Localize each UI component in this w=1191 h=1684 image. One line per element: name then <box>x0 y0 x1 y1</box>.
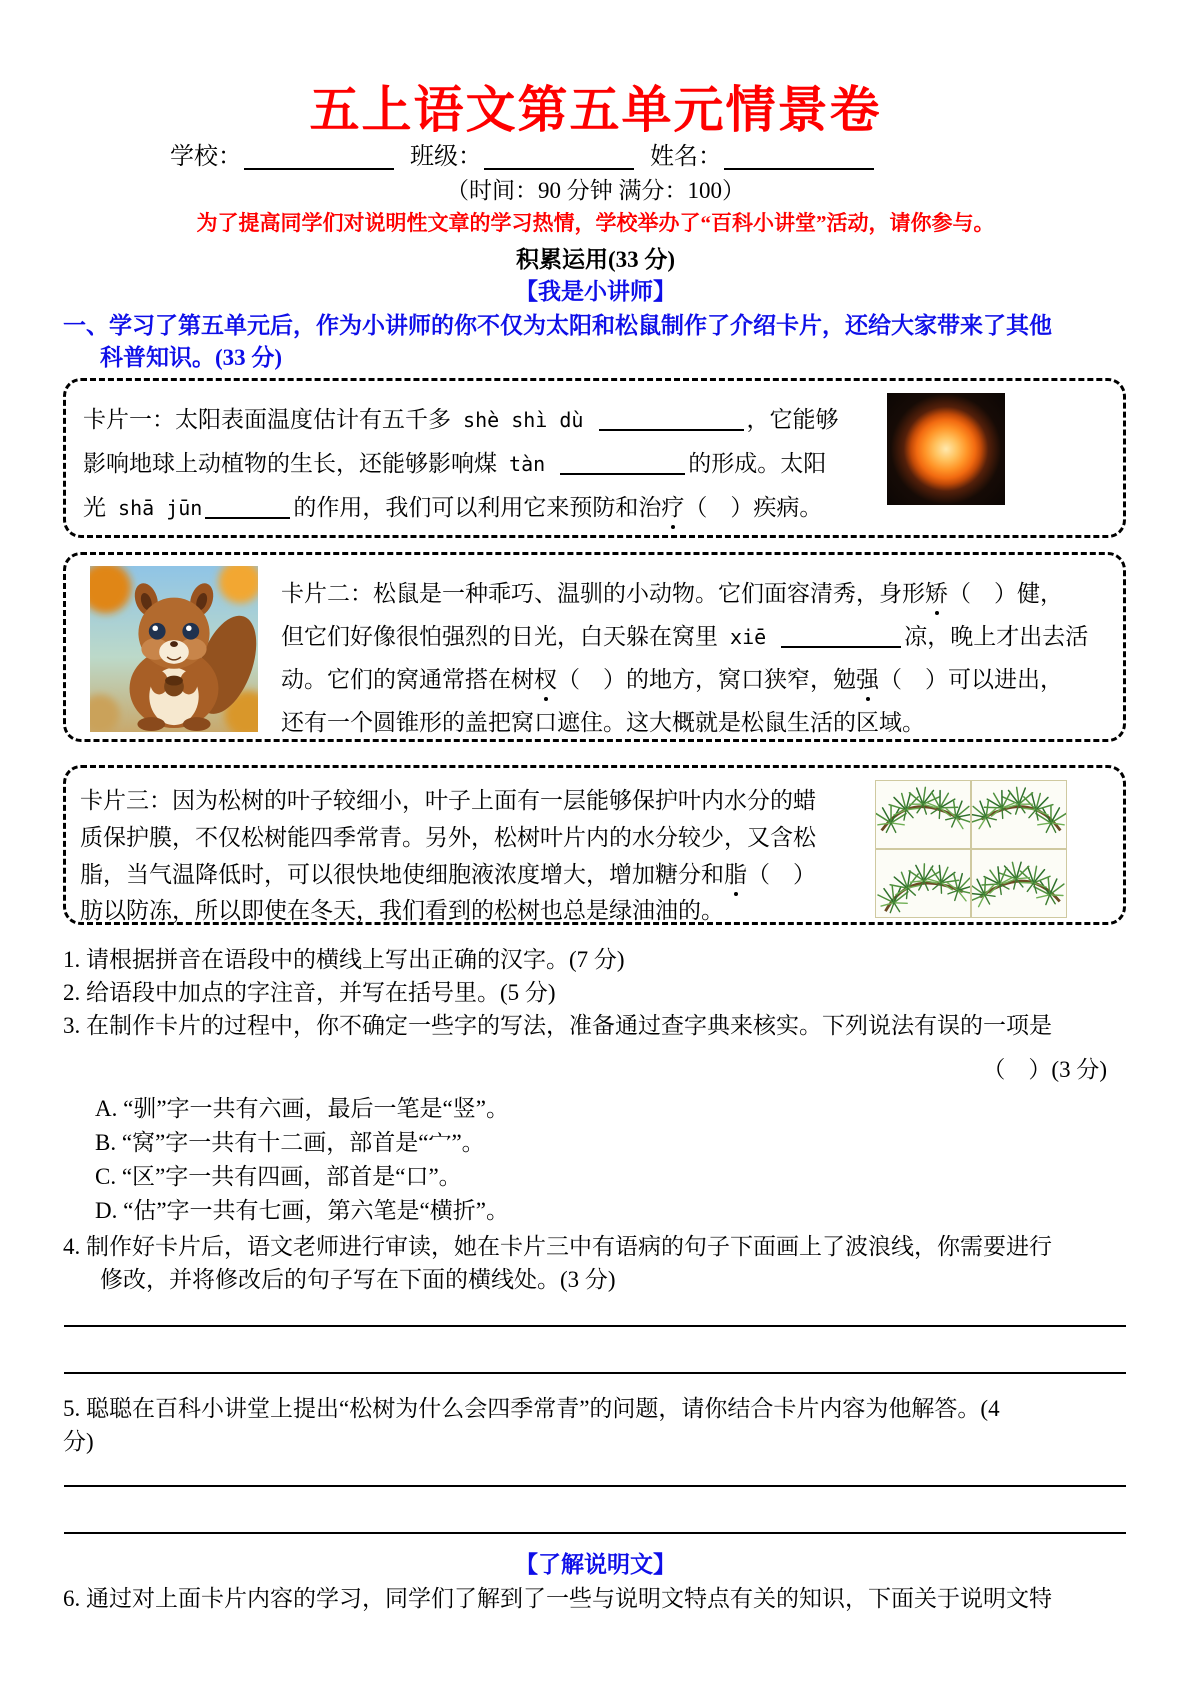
pine-photo-3 <box>876 850 970 917</box>
card2-line-1: 卡片二：松鼠是一种乖巧、温驯的小动物。它们面容清秀，身形矫（ ）健， <box>281 575 1063 608</box>
option-d[interactable]: D. “估”字一共有七画，第六笔是“横折”。 <box>95 1198 509 1223</box>
fill-in-blank[interactable] <box>205 494 290 519</box>
option-b[interactable]: B. “窝”字一共有十二画，部首是“宀”。 <box>95 1130 485 1155</box>
class-input-blank[interactable] <box>484 144 634 170</box>
question-2: 2. 给语段中加点的字注音，并写在括号里。(5 分) <box>63 980 556 1005</box>
question-5-line1: 5. 聪聪在百科小讲堂上提出“松树为什么会四季常青”的问题，请你结合卡片内容为他解答。(4 <box>63 1396 1000 1421</box>
card2-line-2: 但它们好像很怕强烈的日光，白天躲在窝里 xiē 凉，晚上才出去活 <box>281 624 1089 649</box>
pine-photo-2 <box>972 781 1066 848</box>
card1-line-2: 影响地球上动植物的生长，还能够影响煤 tàn 的形成。太阳 <box>83 451 827 476</box>
fill-in-blank[interactable] <box>560 450 685 475</box>
scenario-notice: 为了提高同学们对说明性文章的学习热情，学校举办了“百科小讲堂”活动，请你参与。 <box>196 211 995 235</box>
pine-photo-4 <box>972 850 1066 917</box>
school-label: 学校： <box>170 144 242 170</box>
student-info-line <box>170 136 884 171</box>
name-label: 姓名： <box>650 144 722 170</box>
card2-line-4: 还有一个圆锥形的盖把窝口遮住。这大概就是松鼠生活的区域。 <box>281 710 925 735</box>
banner-know-expository: 【了解说明文】 <box>515 1552 676 1577</box>
question-4-line1: 4. 制作好卡片后，语文老师进行审读，她在卡片三中有语病的句子下面画上了波浪线，你需要进行 <box>63 1234 1052 1259</box>
pinyin-hint: xiē <box>718 625 779 649</box>
squirrel-photo <box>90 566 258 732</box>
question-4-line2: 修改，并将修改后的句子写在下面的横线处。(3 分) <box>100 1267 616 1292</box>
card-1-sun <box>63 378 1126 538</box>
option-a[interactable]: A. “驯”字一共有六画，最后一笔是“竖”。 <box>95 1096 509 1121</box>
question-1: 1. 请根据拼音在语段中的横线上写出正确的汉字。(7 分) <box>63 947 625 972</box>
fill-in-blank[interactable] <box>599 406 744 431</box>
page-title: 五上语文第五单元情景卷 <box>309 82 882 138</box>
question-5-line2: 分) <box>63 1429 94 1454</box>
card3-line-1: 卡片三：因为松树的叶子较细小，叶子上面有一层能够保护叶内水分的蜡 <box>80 788 816 813</box>
time-score-line: （时间：90 分钟 满分：100） <box>446 178 745 203</box>
answer-line-2[interactable] <box>64 1372 1126 1374</box>
question1-intro-line2: 科普知识。(33 分) <box>100 345 283 370</box>
card3-line-2: 质保护膜，不仅松树能四季常青。另外，松树叶片内的水分较少，又含松 <box>80 825 816 850</box>
pine-photo-1 <box>876 781 970 848</box>
card1-line-3: 光 shā jūn 的作用，我们可以利用它来预防和治疗（ ）疾病。 <box>83 489 822 522</box>
emphasized-char: 疗 <box>661 489 684 522</box>
pinyin-hint: shā jūn <box>106 496 203 520</box>
card1-line-1: 卡片一：太阳表面温度估计有五千多 shè shì dù ，它能够 <box>83 407 839 432</box>
answer-line-1[interactable] <box>64 1325 1126 1327</box>
card3-line-4: 肪以防冻，所以即使在冬天，我们看到的松树也总是绿油油的。 <box>80 898 724 923</box>
question-3: 3. 在制作卡片的过程中，你不确定一些字的写法，准备通过查字典来核实。下列说法有误的一项是 <box>63 1013 1052 1038</box>
card-2-squirrel <box>63 552 1126 742</box>
name-input-blank[interactable] <box>724 144 874 170</box>
emphasized-char: 杈 <box>534 661 557 694</box>
emphasized-char: 脂 <box>724 856 747 889</box>
option-c[interactable]: C. “区”字一共有四画，部首是“口”。 <box>95 1164 462 1189</box>
emphasized-char: 强 <box>856 661 879 694</box>
pinyin-hint: tàn <box>497 452 558 476</box>
answer-line-4[interactable] <box>64 1532 1126 1534</box>
pine-branch-photos <box>875 780 1067 918</box>
question-3-answer-slot[interactable]: （ ）(3 分) <box>982 1057 1107 1082</box>
question1-intro-line1: 一、学习了第五单元后，作为小讲师的你不仅为太阳和松鼠制作了介绍卡片，还给大家带来了其他 <box>63 313 1052 338</box>
answer-line-3[interactable] <box>64 1485 1126 1487</box>
card-3-pine <box>63 765 1126 925</box>
banner-small-lecturer: 【我是小讲师】 <box>515 279 676 304</box>
section-title-accumulation: 积累运用(33 分) <box>515 247 676 272</box>
card3-line-3: 脂，当气温降低时，可以很快地使细胞液浓度增大，增加糖分和脂（ ） <box>80 856 816 889</box>
school-input-blank[interactable] <box>244 144 394 170</box>
class-label: 班级： <box>410 144 482 170</box>
fill-in-blank[interactable] <box>781 623 901 648</box>
pinyin-hint: shè shì dù <box>451 408 596 432</box>
question-6: 6. 通过对上面卡片内容的学习，同学们了解到了一些与说明文特点有关的知识，下面关于说明文特 <box>63 1586 1052 1611</box>
card2-line-3: 动。它们的窝通常搭在树杈（ ）的地方，窝口狭窄，勉强（ ）可以进出， <box>281 661 1063 694</box>
emphasized-char: 矫 <box>925 575 948 608</box>
sun-photo <box>887 393 1005 505</box>
